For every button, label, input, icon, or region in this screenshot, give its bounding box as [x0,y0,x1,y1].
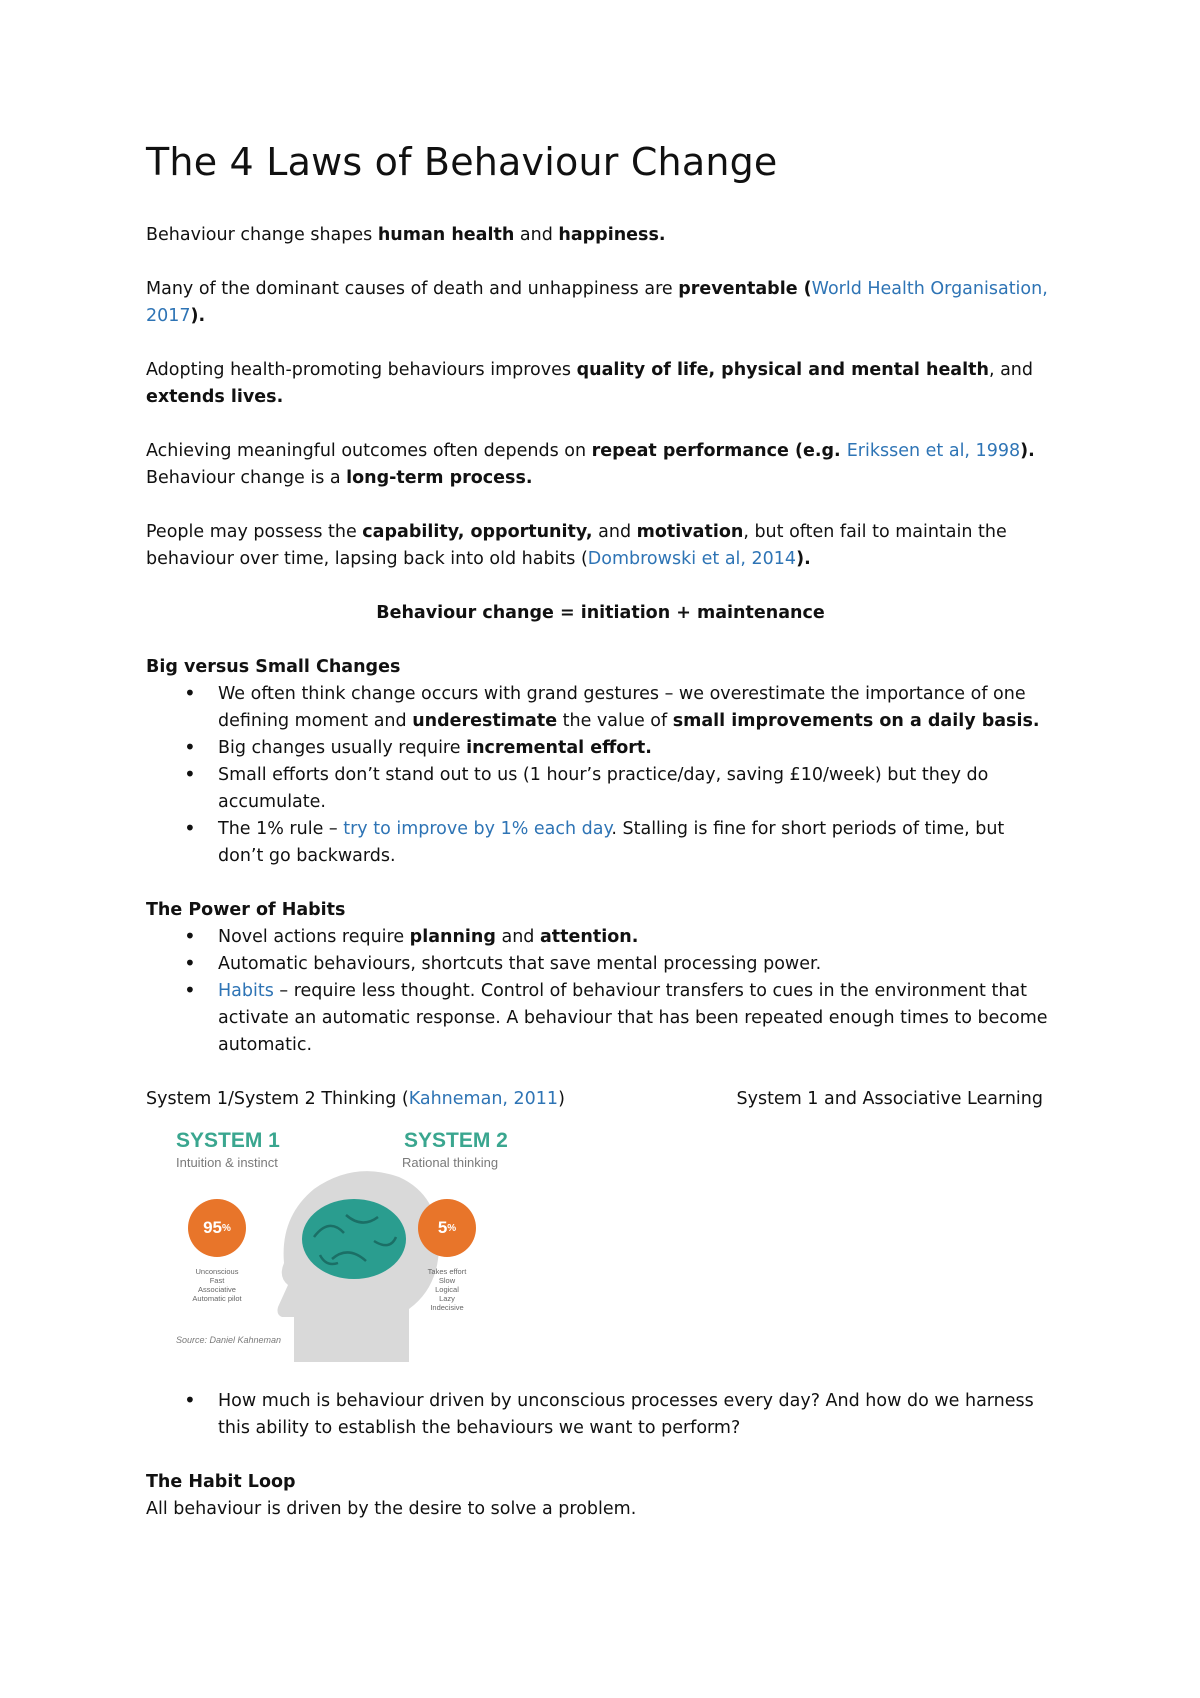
list-item: • The 1% rule – try to improve by 1% each day. Stalling is fine for short periods of time, but don’t go backwards. [146,816,1055,870]
list-item: • Big changes usually require incremental effort. [146,735,1055,762]
citation-link-dombrowski[interactable]: Dombrowski et al, 2014 [587,549,797,569]
paragraph-habit-loop: All behaviour is driven by the desire to solve a problem. [146,1499,637,1519]
link-one-percent[interactable]: try to improve by 1% each day [343,819,612,839]
heading-power-of-habits: The Power of Habits [146,900,346,920]
list-item: • Automatic behaviours, shortcuts that save mental processing power. [146,951,1055,978]
system2-title: SYSTEM 2 [404,1129,508,1152]
link-habits[interactable]: Habits [218,981,274,1001]
system1-traits: Unconscious Fast Associative Automatic pilot [192,1267,242,1303]
systems-caption-row [146,1086,1055,1113]
page-title: The 4 Laws of Behaviour Change [146,140,778,184]
system2-traits: Takes effort Slow Logical Lazy Indecisive [427,1267,467,1312]
paragraph-health-behaviours: Adopting health-promoting behaviours improves quality of life, physical and mental health, and extends lives. [146,360,1034,407]
head-brain-icon [274,1167,444,1362]
paragraph-intro: Behaviour change shapes human health and happiness. [146,225,666,245]
citation-link-kahneman[interactable]: Kahneman, 2011 [408,1089,559,1109]
system2-percent-badge: 5 % [418,1199,476,1257]
citation-link-erikssen[interactable]: Erikssen et al, 1998 [846,441,1021,461]
equation-line: Behaviour change = initiation + maintenance [376,603,825,623]
heading-big-vs-small: Big versus Small Changes [146,657,401,677]
bullet-list-big-vs-small [146,681,1055,870]
figure-source: Source: Daniel Kahneman [176,1335,282,1345]
list-item: • Novel actions require planning and attention. [146,924,1055,951]
caption-system-thinking: System 1/System 2 Thinking (Kahneman, 2011) [146,1089,565,1109]
bullet-list-habits [146,924,1055,1059]
system1-system2-figure [164,1127,544,1362]
list-item: • How much is behaviour driven by unconscious processes every day? And how do we harness this ability to establish the behaviours we want to perform? [146,1388,1055,1442]
paragraph-motivation: People may possess the capability, opportunity, and motivation, but often fail to maintain the behaviour over time, lapsing back into old habits (Dombrowski et al, 2014). [146,522,1007,569]
citation-link-who[interactable]: World Health Organisation, 2017 [146,279,1048,326]
bullet-list-question [146,1388,1055,1442]
caption-associative-learning: System 1 and Associative Learning [736,1089,1043,1109]
system1-percent-badge: 95 % [188,1199,246,1257]
system2-subtitle: Rational thinking [402,1155,499,1170]
paragraph-preventable: Many of the dominant causes of death and unhappiness are preventable (World Health Organisation, 2017). [146,279,1048,326]
list-item: • Habits – require less thought. Control of behaviour transfers to cues in the environment that activate an automatic response. A behaviour that has been repeated enough times to become automatic. [146,978,1055,1059]
list-item: • We often think change occurs with grand gestures – we overestimate the importance of one defining moment and underestimate the value of small improvements on a daily basis. [146,681,1055,735]
list-item: • Small efforts don’t stand out to us (1 hour’s practice/day, saving £10/week) but they do accumulate. [146,762,1055,816]
paragraph-repeat-performance: Achieving meaningful outcomes often depends on repeat performance (e.g. Erikssen et al, 1998). Behaviour change is a long-term process. [146,441,1035,488]
system1-title: SYSTEM 1 [176,1129,280,1152]
heading-habit-loop: The Habit Loop [146,1472,296,1492]
system1-subtitle: Intuition & instinct [176,1155,278,1170]
